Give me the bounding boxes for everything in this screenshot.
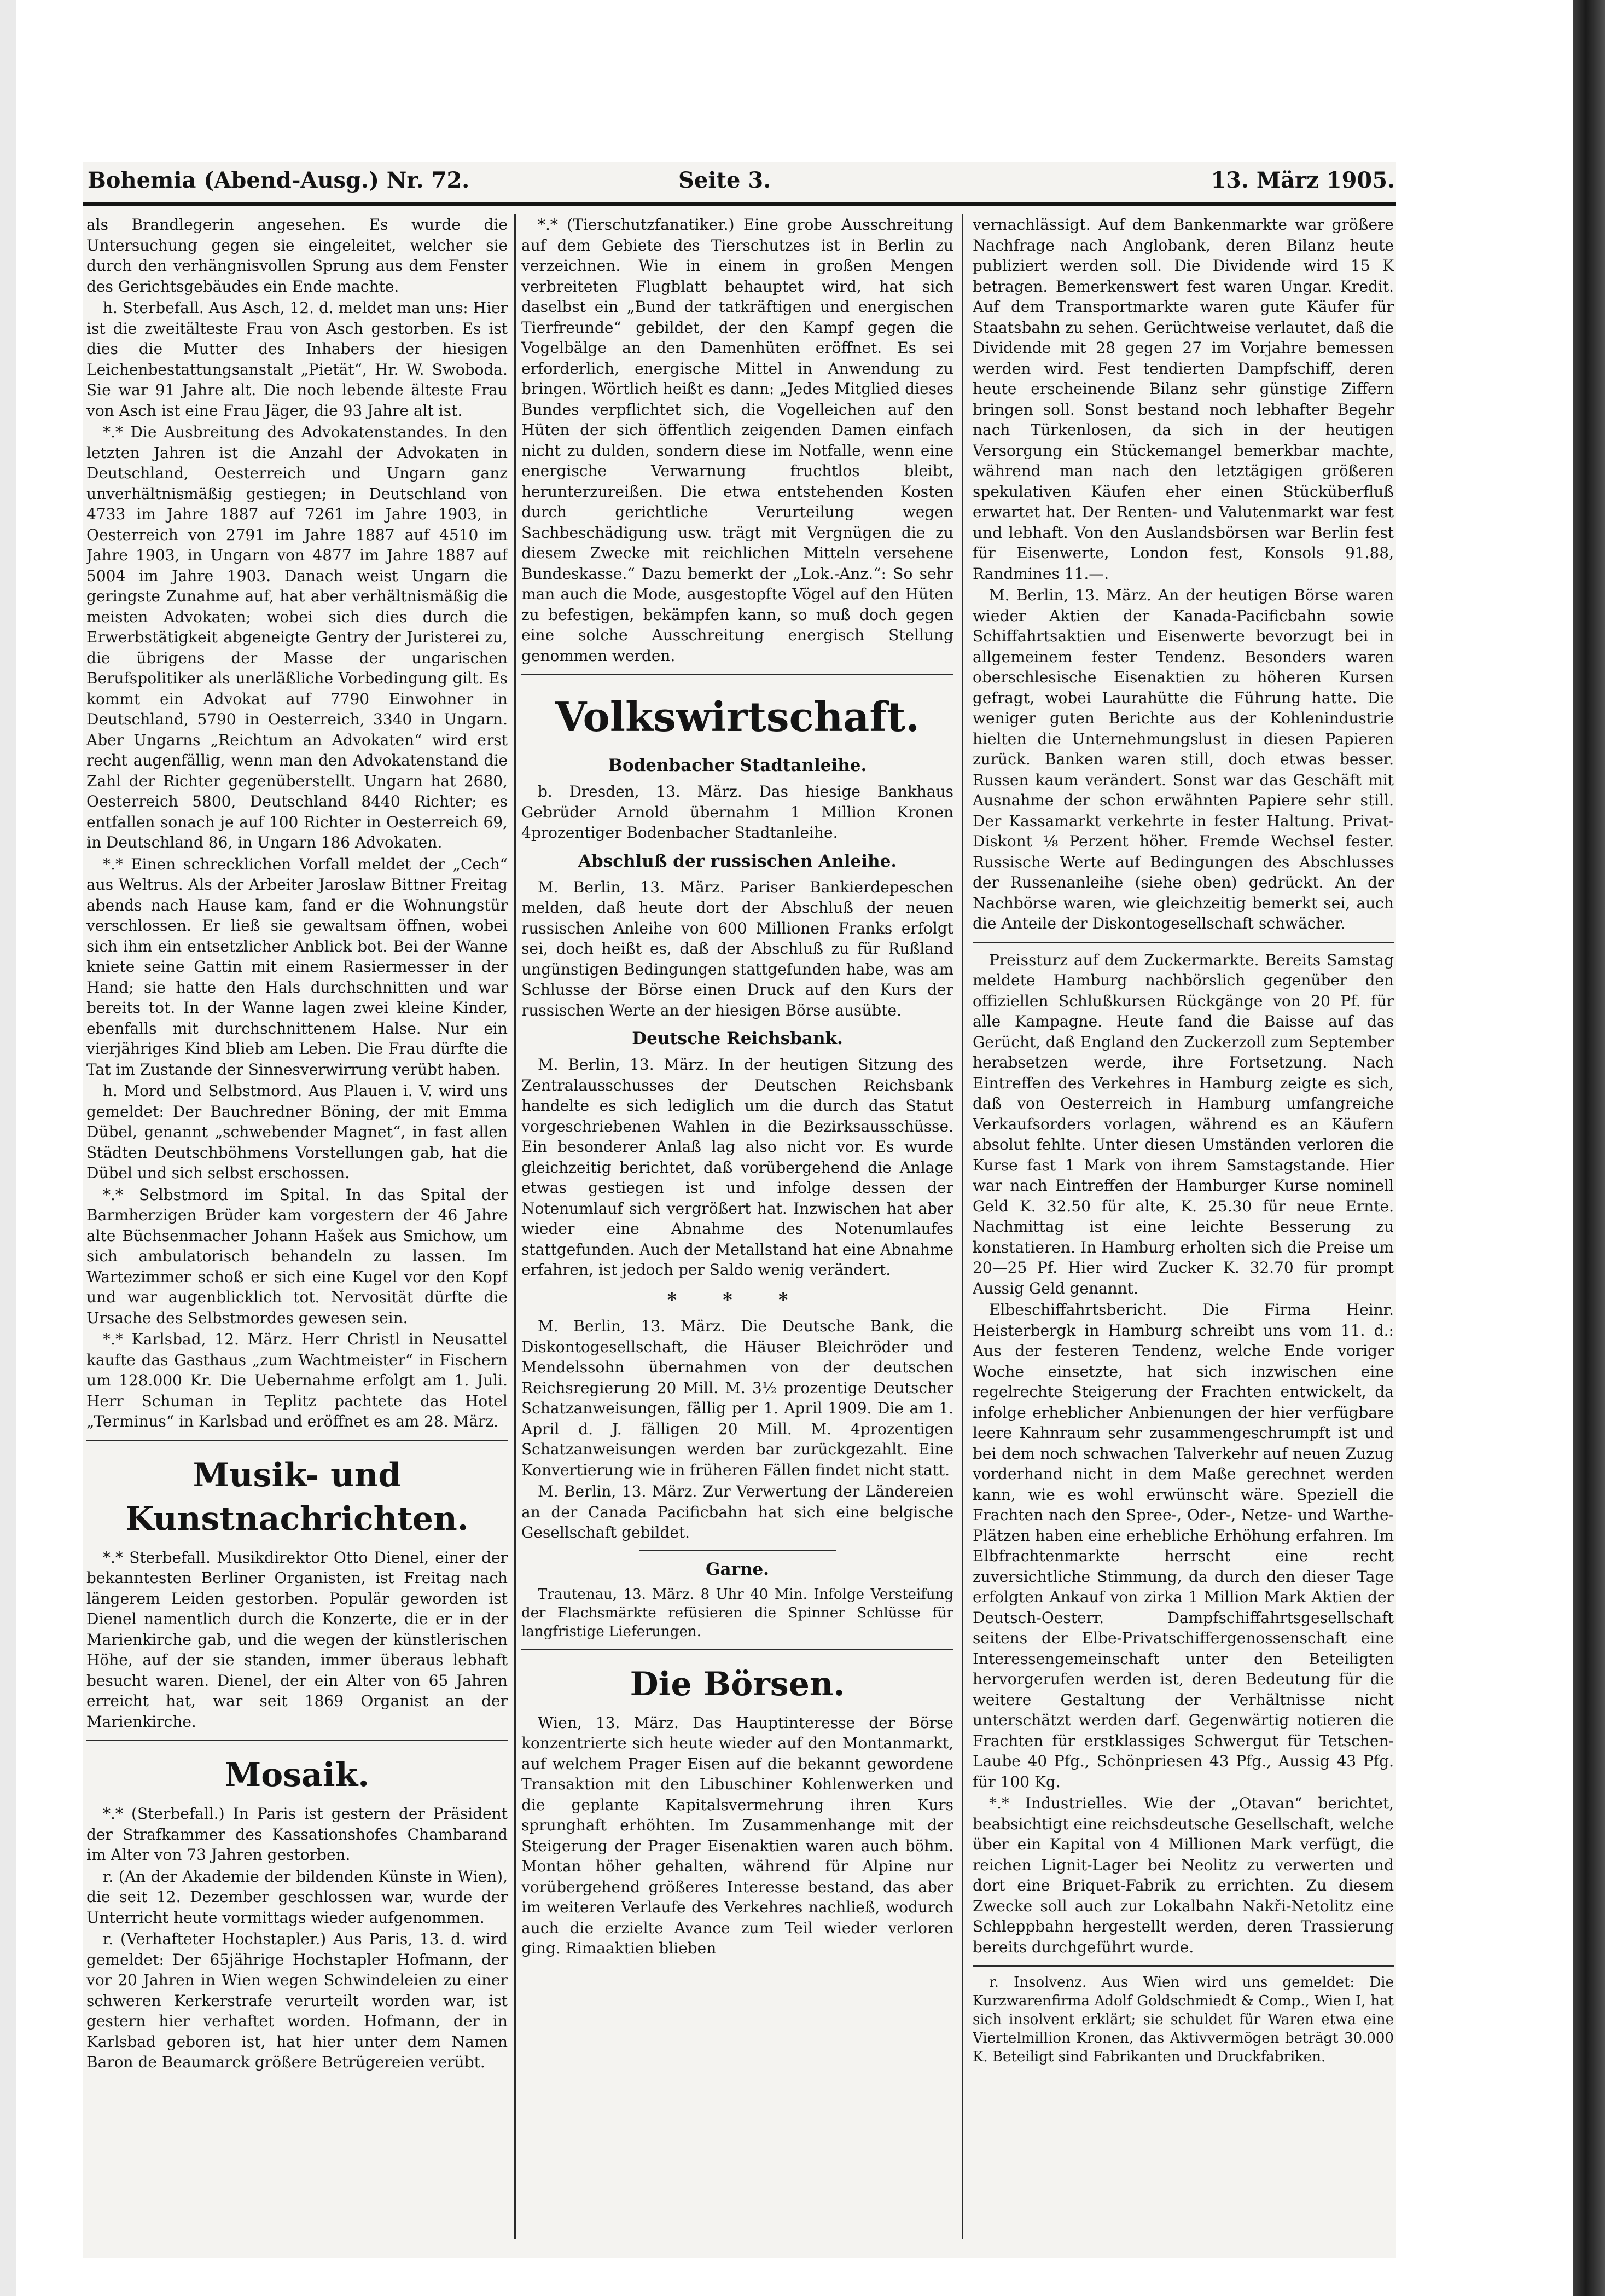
article-wiener-boerse-continued: vernachlässigt. Auf dem Bankenmarkte war größere Nachfrage nach Anglobank, deren Bilanz heute publiziert werden soll. Die Dividende wird 15 K betragen. Bemerkenswert fest waren Ungar. Kredit. Auf dem Transportmarkte waren gute Käufer für Staatsbahn zu sehen. Gerüchtweise verlautet, daß die Dividende mit 28 gegen 27 im Vorjahre bemessen werden wird. Fest tendierten Dampfschiff, deren heute erscheinende Bilanz sehr günstige Ziffern bringen soll. Sonst bestand noch lebhafter Begehr nach Türkenlosen, da sich in der heutigen Versorgung ein Stückemangel bemerkbar machte, während man nach den letztägigen größeren spekulativen Käufen eher einen Stücküberfluß erwartet hat. Der Renten- und Valutenmarkt war fest und lebhaft. Von den Auslandsbörsen war Berlin fest für Eisenwerte, London fest, Konsols 91.88, Randmines 11.—. [973, 216, 1394, 583]
article-mord-selbstmord: h. Mord und Selbstmord. Aus Plauen i. V. wird uns gemeldet: Der Bauchredner Böning, der mit Emma Dübel, genannt „schwebender Magnet“, in fast allen Städten Deutschböhmens Vorstellungen gab, hat die Dübel und sich selbst erschossen. [86, 1082, 508, 1182]
column-1 [86, 214, 508, 2239]
column-divider-2 [962, 214, 963, 2239]
article-hochstapler: r. (Verhafteter Hochstapler.) Aus Paris, 13. d. wird gemeldet: Der 65jährige Hochstapler Hofmann, der vor 20 Jahren in Wien wegen Schwindeleien zu einer schweren Kerkerstrafe verurteilt worden war, ist gestern hier verhaftet worden. Hofmann, der in Karlsbad geboren ist, hat hier unter dem Namen Baron de Beaumarck größere Betrügereien verübt. [86, 1930, 508, 2071]
separator-asterisks: * * * [667, 1289, 808, 1311]
section-rule [86, 1740, 508, 1741]
article-industrielles: *.* Industrielles. Wie der „Otavan“ berichtet, beabsichtigt eine reichsdeutsche Gesellschaft, welche über ein Kapital von 4 Millionen Mark verfügt, die reichen Lignit-Lager bei Neolitz zu verwerten und dort eine Briquet-Fabrik zu errichten. Zu diesem Zwecke soll auch zur Lokalbahn Nakři-Netolitz eine Schleppbahn hergestellt werden, deren Trassierung bereits durchgeführt wurde. [973, 1794, 1394, 1956]
section-rule [86, 1440, 508, 1441]
section-rule [521, 674, 953, 675]
section-rule [973, 942, 1394, 943]
short-rule [639, 1550, 836, 1551]
section-rule [973, 1965, 1394, 1967]
column-2 [521, 214, 953, 2239]
article-sterbefall-paris: *.* (Sterbefall.) In Paris ist gestern der Präsident der Strafkammer des Kassationshofes Chambarand im Alter von 73 Jahren gestorben. [86, 1805, 508, 1864]
section-heading-volkswirtschaft: Volkswirtschaft. [555, 694, 920, 741]
page-header [88, 164, 1395, 202]
article-bodenbacher-stadtanleihe: b. Dresden, 13. März. Das hiesige Bankhaus Gebrüder Arnold übernahm 1 Million Kronen 4prozentiger Bodenbacher Stadtanleihe. [521, 782, 953, 842]
header-rule [83, 202, 1396, 206]
column-3 [973, 214, 1394, 2239]
article-schatzanweisungen: M. Berlin, 13. März. Die Deutsche Bank, die Diskontogesellschaft, die Häuser Bleichröder und Mendelssohn übernahmen von der deutschen Reichsregierung 20 Mill. M. 3½ prozentige Deutscher Schatzanweisungen, fällig per 1. April 1909. Die am 1. April d. J. fälligen 20 Mill. M. 4prozentigen Schatzanweisungen werden bar zurückgezahlt. Eine Konvertierung wie in früheren Fällen findet nicht statt. [521, 1317, 953, 1479]
subheading-reichsbank: Deutsche Reichsbank. [632, 1029, 843, 1048]
header-page-number: Seite 3. [678, 167, 771, 193]
section-heading-boersen: Die Börsen. [630, 1665, 845, 1703]
article-garne: Trautenau, 13. März. 8 Uhr 40 Min. Infolge Versteifung der Flachsmärkte refüsieren die Spinner Schlüsse für langfristige Lieferungen. [521, 1586, 953, 1640]
header-date: 13. März 1905. [1211, 167, 1395, 193]
article-reichsbank: M. Berlin, 13. März. In der heutigen Sitzung des Zentralausschusses der Deutschen Reichsbank handelte es sich lediglich um die durch das Statut vorgeschriebenen Wahlen in die Bezirksausschüsse. Ein besonderer Anlaß lag also nicht vor. Es wurde gleichzeitig berichtet, daß vorübergehend die Anlage etwas gestiegen ist und infolge dessen der Notenumlauf sich vergrößert hat. Inzwischen hat aber wieder eine Abnahme des Notenumlaufes stattgefunden. Auch der Metallstand hat eine Abnahme erfahren, ist jedoch per Saldo wenig verändert. [521, 1056, 953, 1279]
section-rule [521, 1649, 953, 1650]
column-divider-1 [514, 214, 516, 2239]
scan-border-left [0, 0, 16, 2296]
article-karlsbad: *.* Karlsbad, 12. März. Herr Christl in Neusattel kaufte das Gasthaus „zum Wachtmeister“ in Fischern um 128.000 Kr. Die Uebernahme erfolgt am 1. Juli. Herr Schuman in Teplitz pachtete das Hotel „Terminus“ in Karlsbad und eröffnet es am 28. März. [86, 1330, 508, 1430]
article-brandlegerin: als Brandlegerin angesehen. Es wurde die Untersuchung gegen sie eingeleitet, welcher sie durch den verhängnisvollen Sprung aus dem Fenster des Gerichtsgebäudes ein Ende machte. [86, 216, 508, 295]
article-zuckermarkt: Preissturz auf dem Zuckermarkte. Bereits Samstag meldete Hamburg nachbörslich gegenüber den offiziellen Schlußkursen Rückgänge von 20 Pf. für alle Kampagne. Heute fand die Baisse auf das Gerücht, daß England den Zuckerzoll zum September herabsetzen werde, ihre Fortsetzung. Nach Eintreffen des Verkehres in Hamburg zeigte es sich, daß von Oesterreich in Hamburg umfangreiche Verkaufsorders vorlagen, während es an Käufern absolut fehlte. Unter diesen Umständen verloren die Kurse fast 1 Mark von ihrem Samstagstande. Hier war nach Eintreffen der Hamburger Kurse nominell Geld K. 32.50 für alte, K. 25.30 für neue Ernte. Nachmittag ist eine leichte Besserung zu konstatieren. In Hamburg erholten sich die Preise um 20—25 Pf. Hier wird Zucker K. 32.70 für prompt Aussig Geld genannt. [973, 950, 1394, 1297]
subheading-russische-anleihe: Abschluß der russischen Anleihe. [578, 851, 897, 871]
article-canada-pacific: M. Berlin, 13. März. Zur Verwertung der Ländereien an der Canada Pacificbahn hat sich eine belgische Gesellschaft gebildet. [521, 1482, 953, 1541]
article-berliner-boerse: M. Berlin, 13. März. An der heutigen Börse waren wieder Aktien der Kanada-Pacificbahn sowie Schiffahrtsaktien und Eisenwerte bevorzugt bei in allgemeinem fester Tendenz. Besonders waren oberschlesische Eisenaktien zu höheren Kursen gefragt, wobei Laurahütte die Führung hatte. Die weniger guten Berichte aus der Kohlenindustrie hielten die Unternehmungslust in diesen Papieren zurück. Banken waren still, doch etwas besser. Russen kaum verändert. Sonst war das Geschäft mit Ausnahme der schon erwähnten Papiere sehr still. Der Kassamarkt verkehrte in fester Haltung. Privat-Diskont ⅛ Perzent höher. Fremde Wechsel fester. Russische Werte auf Bedingungen des Abschlusses der Russenanleihe (siehe oben) gedrückt. An der Nachbörse waren, wie gleichzeitig bemerkt sei, auch die Anteile der Diskontogesellschaft schwächer. [973, 586, 1394, 932]
header-publication: Bohemia (Abend-Ausg.) Nr. 72. [88, 167, 470, 193]
article-elbeschiffahrt: Elbeschiffahrtsbericht. Die Firma Heinr. Heisterbergk in Hamburg schreibt uns vom 11. d.: Aus der festeren Tendenz, welche Ende voriger Woche einsetzte, hat sich inzwischen eine regelrechte Steigerung der Frachten entwickelt, da infolge erheblicher Anbienungen der hier verfügbare leere Kahnraum sehr zusammengeschrumpft ist und bei dem noch schwachen Talverkehr auf neuen Zuzug vorderhand nicht in dem Maße gerechnet werden kann, wie es wohl erwünscht wäre. Speziell die Frachten nach den Spree-, Oder-, Netze- und Warthe-Plätzen haben eine erhebliche Erhöhung erfahren. Im Elbfrachtenmarkte herrscht eine recht zuversichtliche Stimmung, da durch den dieser Tage erfolgten Ankauf von zirka 1 Million Mark Aktien der Deutsch-Oesterr. Dampfschiffahrtsgesellschaft seitens der Elbe-Privatschiffergenossenschaft eine Interessengemeinschaft unter den Beteiligten hervorgerufen werden ist, deren Bedeutung für die weitere Gestaltung der Verhältnisse nicht unterschätzt werden darf. Gegenwärtig notieren die Frachten für erstklassiges Schwergut für Tetschen-Laube 40 Pfg., Schönpriesen 43 Pfg., Aussig 43 Pfg. für 100 Kg. [973, 1301, 1394, 1791]
subheading-bodenbacher: Bodenbacher Stadtanleihe. [608, 756, 867, 775]
article-russische-anleihe: M. Berlin, 13. März. Pariser Bankierdepeschen melden, daß heute dort der Abschluß der neuen russischen Anleihe von 600 Millionen Franks erfolgt sei, doch heißt es, daß der Abschluß zu für Rußland ungünstigen Bedingungen stattgefunden habe, was am Schlusse der Börse einen Druck auf den Kurs der russischen Werte an der hiesigen Börse ausübte. [521, 878, 953, 1019]
article-wiener-boerse: Wien, 13. März. Das Hauptinteresse der Börse konzentrierte sich heute wieder auf den Montanmarkt, auf welchem Prager Eisen auf die bekannt gewordene Transaktion mit den Libuschiner Kohlenwerken und die geplante Kapitalsvermehrung ihren Kurs sprunghaft erhöhten. Im Zusammenhange mit der Steigerung der Prager Eisenaktien waren auch böhm. Montan höher gehalten, während für Alpine nur vorübergehend größeres Interesse bestand, das aber im weiteren Verlaufe des Verkehres nachließ, wodurch auch die erzielte Avance zum Teil wieder verloren ging. Rimaaktien blieben [521, 1713, 953, 1957]
article-schrecklicher-vorfall: *.* Einen schrecklichen Vorfall meldet der „Cech“ aus Weltrus. Als der Arbeiter Jaroslaw Bittner Freitag abends nach Hause kam, fand er die Wohnungstür verschlossen. Er ließ sie gewaltsam öffnen, wobei sich ihm ein entsetzlicher Anblick bot. Bei der Wanne kniete seine Gattin mit einem Rasiermesser in der Hand; sie hatte den Hals durchschnitten und war bereits tot. In der Wanne lagen zwei kleine Kinder, ebenfalls mit durchschnittenem Halse. Nur ein vierjähriges Kind blieb am Leben. Die Frau dürfte die Tat im Zustande der Sinnesverwirrung verübt haben. [86, 855, 508, 1079]
section-heading-kunstnachrichten: Musik- und Kunstnachrichten. [125, 1456, 469, 1538]
subheading-garne: Garne. [706, 1559, 769, 1579]
article-sterbefall-dienel: *.* Sterbefall. Musikdirektor Otto Dienel, einer der bekanntesten Berliner Organisten, ist Freitag nach längerem Leiden gestorben. Populär geworden ist Dienel namentlich durch die Konzerte, die er in der Marienkirche gab, und die wegen der künstlerischen Höhe, auf der sie standen, immer überaus lebhaft besucht waren. Dienel, der ein Alter von 65 Jahren erreicht hat, war seit 1869 Organist an der Marienkirche. [86, 1548, 508, 1731]
article-tierschutzfanatiker: *.* (Tierschutzfanatiker.) Eine grobe Ausschreitung auf dem Gebiete des Tierschutzes ist in Berlin zu verzeichnen. Wie in einem in großen Mengen verbreiteten Flugblatt behauptet wird, hat sich daselbst ein „Bund der tatkräftigen und energischen Tierfreunde“ gebildet, der den Kampf gegen die Vogelbälge an den Damenhüten eröffnet. Es sei erforderlich, energische Mittel in Anwendung zu bringen. Wörtlich heißt es dann: „Jedes Mitglied dieses Bundes verpflichtet sich, die Vogelleichen auf den Hüten der sich öffentlich zeigenden Damen einfach nicht zu dulden, sondern diese im Notfalle, wenn eine energische Verwarnung fruchtlos bleibt, herunterzureißen. Die etwa entstehenden Kosten durch gerichtliche Verurteilung wegen Sachbeschädigung usw. trägt mit Vergnügen die zu diesem Zwecke mit reichlichen Mitteln versehene Bundeskasse.“ Dazu bemerkt der „Lok.-Anz.“: So sehr man auch die Mode, ausgestopfte Vögel auf den Hüten zu befestigen, bekämpfen kann, so muß doch gegen eine solche Ausschreitung energisch Stellung genommen werden. [521, 216, 953, 665]
article-advokatenstand: *.* Die Ausbreitung des Advokatenstandes. In den letzten Jahren ist die Anzahl der Advokaten in Deutschland, Oesterreich und Ungarn ganz unverhältnismäßig gestiegen; in Deutschland von 4733 im Jahre 1887 auf 7261 im Jahre 1903, in Oesterreich von 2791 im Jahre 1887 auf 4510 im Jahre 1903, in Ungarn von 4877 im Jahre 1887 auf 5004 im Jahre 1903. Danach weist Ungarn die geringste Zunahme auf, hat aber verhältnismäßig die meisten Advokaten; wobei sich dies durch die Erwerbstätigkeit abgeneigte Gentry der Juristerei zu, die übrigens der Masse der ungarischen Berufspolitiker als unerläßliche Vorbedingung gilt. Es kommt ein Advokat auf 7790 Einwohner in Deutschland, 5790 in Oesterreich, 3340 in Ungarn. Aber Ungarns „Reichtum an Advokaten“ wird erst recht augenfällig, wenn man den Advokatenstand die Zahl der Richter gegenüberstellt. Ungarn hat 2680, Oesterreich 5800, Deutschland 8440 Richter; es entfallen sonach je auf 100 Richter in Oesterreich 69, in Deutschland 86, in Ungarn 186 Advokaten. [86, 423, 508, 851]
article-insolvenz: r. Insolvenz. Aus Wien wird uns gemeldet: Die Kurzwarenfirma Adolf Goldschmiedt & Comp., Wien I, hat sich insolvent erklärt; sie schuldet für Waren etwa eine Viertelmillion Kronen, das Aktivvermögen beträgt 30.000 K. Beteiligt sind Fabrikanten und Druckfabriken. [973, 1974, 1394, 2065]
article-selbstmord-spital: *.* Selbstmord im Spital. In das Spital der Barmherzigen Brüder kam vorgestern der 46 Jahre alte Büchsenmacher Johann Hašek aus Smichow, um sich ambulatorisch behandeln zu lassen. Im Wartezimmer schoß er sich eine Kugel vor den Kopf und war augenblicklich tot. Nervosität dürfte die Ursache des Selbstmordes gewesen sein. [86, 1185, 508, 1327]
article-sterbefall-asch: h. Sterbefall. Aus Asch, 12. d. meldet man uns: Hier ist die zweitälteste Frau von Asch gestorben. Es ist dies die Mutter des Inhabers der hiesigen Leichenbestattungsanstalt „Pietät“, Hr. W. Swoboda. Sie war 91 Jahre alt. Die noch lebende älteste Frau von Asch ist eine Frau Jäger, die 93 Jahre alt ist. [86, 299, 508, 420]
section-heading-mosaik: Mosaik. [224, 1756, 370, 1794]
article-akademie-wien: r. (An der Akademie der bildenden Künste in Wien), die seit 12. Dezember geschlossen war, wurde der Unterricht heute vormittags wieder aufgenommen. [86, 1867, 508, 1927]
scan-border-right [1573, 0, 1605, 2296]
